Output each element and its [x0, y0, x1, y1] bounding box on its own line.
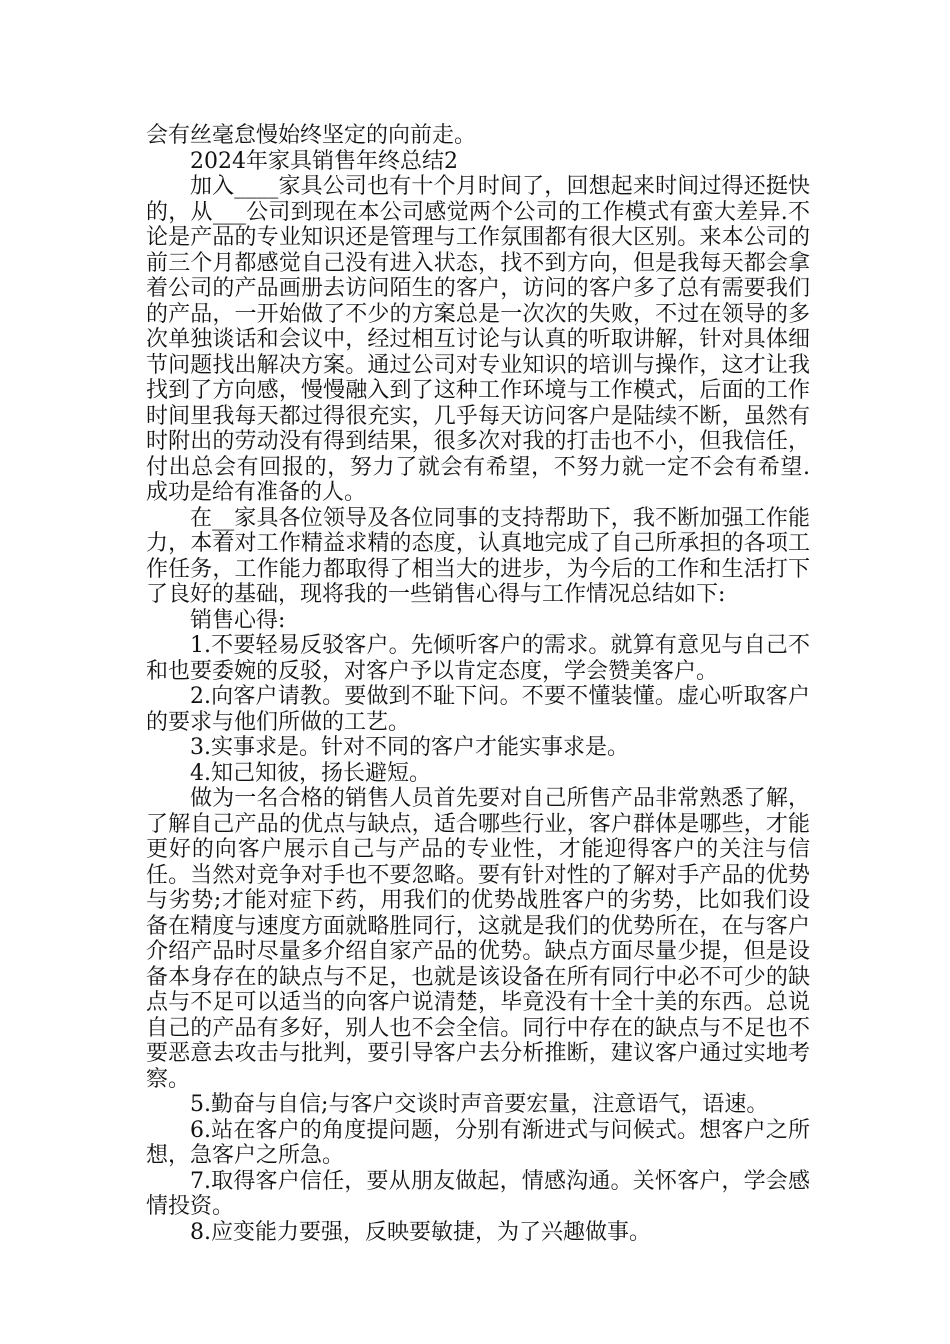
list-item-1: 1.不要轻易反驳客户。先倾听客户的需求。就算有意见与自己不和也要委婉的反驳，对客户予以肯定态度，学会赞美客户。 — [146, 633, 810, 684]
list-item-4: 4.知己知彼，扬长避短。 — [190, 760, 431, 786]
list-item-3: 3.实事求是。针对不同的客户才能实事求是。 — [190, 735, 629, 760]
list-item-6: 6.站在客户的角度提问题，分别有渐进式与问候式。想客户之所想，急客户之所急。 — [146, 1117, 810, 1168]
paragraph-intro: 加入____家具公司也有十个月时间了，回想起来时间过得还挺快的，从___公司到现在本公司感觉两个公司的工作模式有蛮大差异.不论是产品的专业知识还是管理与工作氛围都有很大区别。来本公司的前三个月都感觉自己没有进入状态，找不到方向，但是我每天都会拿着公司的产品画册去访问陌生的客户，访问的客户多了总有需要我们的产品，一开始做了不少的方案总是一次次的失败，不过在领导的多次单独谈话和会议中，经过相互讨论与认真的听取讲解，针对具体细节问题找出解决方案。通过公司对专业知识的培训与操作，这才让我找到了方向感，慢慢融入到了这种工作环境与工作模式，后面的工作时间里我每天都过得很充实，几乎每天访问客户是陆续不断，虽然有时附出的劳动没有得到结果，很多次对我的打击也不小，但我信任，付出总会有回报的，努力了就会有希望，不努力就一定不会有希望.成功是给有准备的人。 — [146, 174, 810, 505]
list-item-8: 8.应变能力要强，反映要敏捷，为了兴趣做事。 — [190, 1219, 651, 1245]
subheading-sales-insights: 销售心得: — [190, 607, 286, 633]
paragraph-summary-lead: 在__家具各位领导及各位同事的支持帮助下，我不断加强工作能力，本着对工作精益求精的态度，认真地完成了自己所承担的各项工作任务，工作能力都取得了相当大的进步，为今后的工作和生活打下了良好的基础，现将我的一些销售心得与工作情况总结如下: — [146, 505, 810, 607]
document-body — [146, 123, 810, 1245]
paragraph-product-knowledge: 做为一名合格的销售人员首先要对自己所售产品非常熟悉了解，了解自己产品的优点与缺点，适合哪些行业，客户群体是哪些，才能更好的向客户展示自己与产品的专业性，才能迎得客户的关注与信任。当然对竞争对手也不要忽略。要有针对性的了解对手产品的优势与劣势;才能对症下药，用我们的优势战胜客户的劣势，比如我们设备在精度与速度方面就略胜同行，这就是我们的优势所在，在与客户介绍产品时尽量多介绍自家产品的优势。缺点方面尽量少提，但是设备本身存在的缺点与不足，也就是该设备在所有同行中必不可少的缺点与不足可以适当的向客户说清楚，毕竟没有十全十美的东西。总说自己的产品有多好，别人也不会全信。同行中存在的缺点与不足也不要恶意去攻击与批判，要引导客户去分析推断，建议客户通过实地考察。 — [146, 786, 810, 1092]
list-item-7: 7.取得客户信任，要从朋友做起，情感沟通。关怀客户，学会感情投资。 — [146, 1168, 810, 1219]
paragraph-continuation: 会有丝毫怠慢始终坚定的向前走。 — [146, 123, 477, 148]
list-item-5: 5.勤奋与自信;与客户交谈时声音要宏量，注意语气，语速。 — [190, 1092, 769, 1117]
list-item-2: 2.向客户请教。要做到不耻下问。不要不懂装懂。虚心听取客户的要求与他们所做的工艺。 — [146, 684, 810, 735]
section-heading: 2024年家具销售年终总结2 — [190, 148, 458, 174]
